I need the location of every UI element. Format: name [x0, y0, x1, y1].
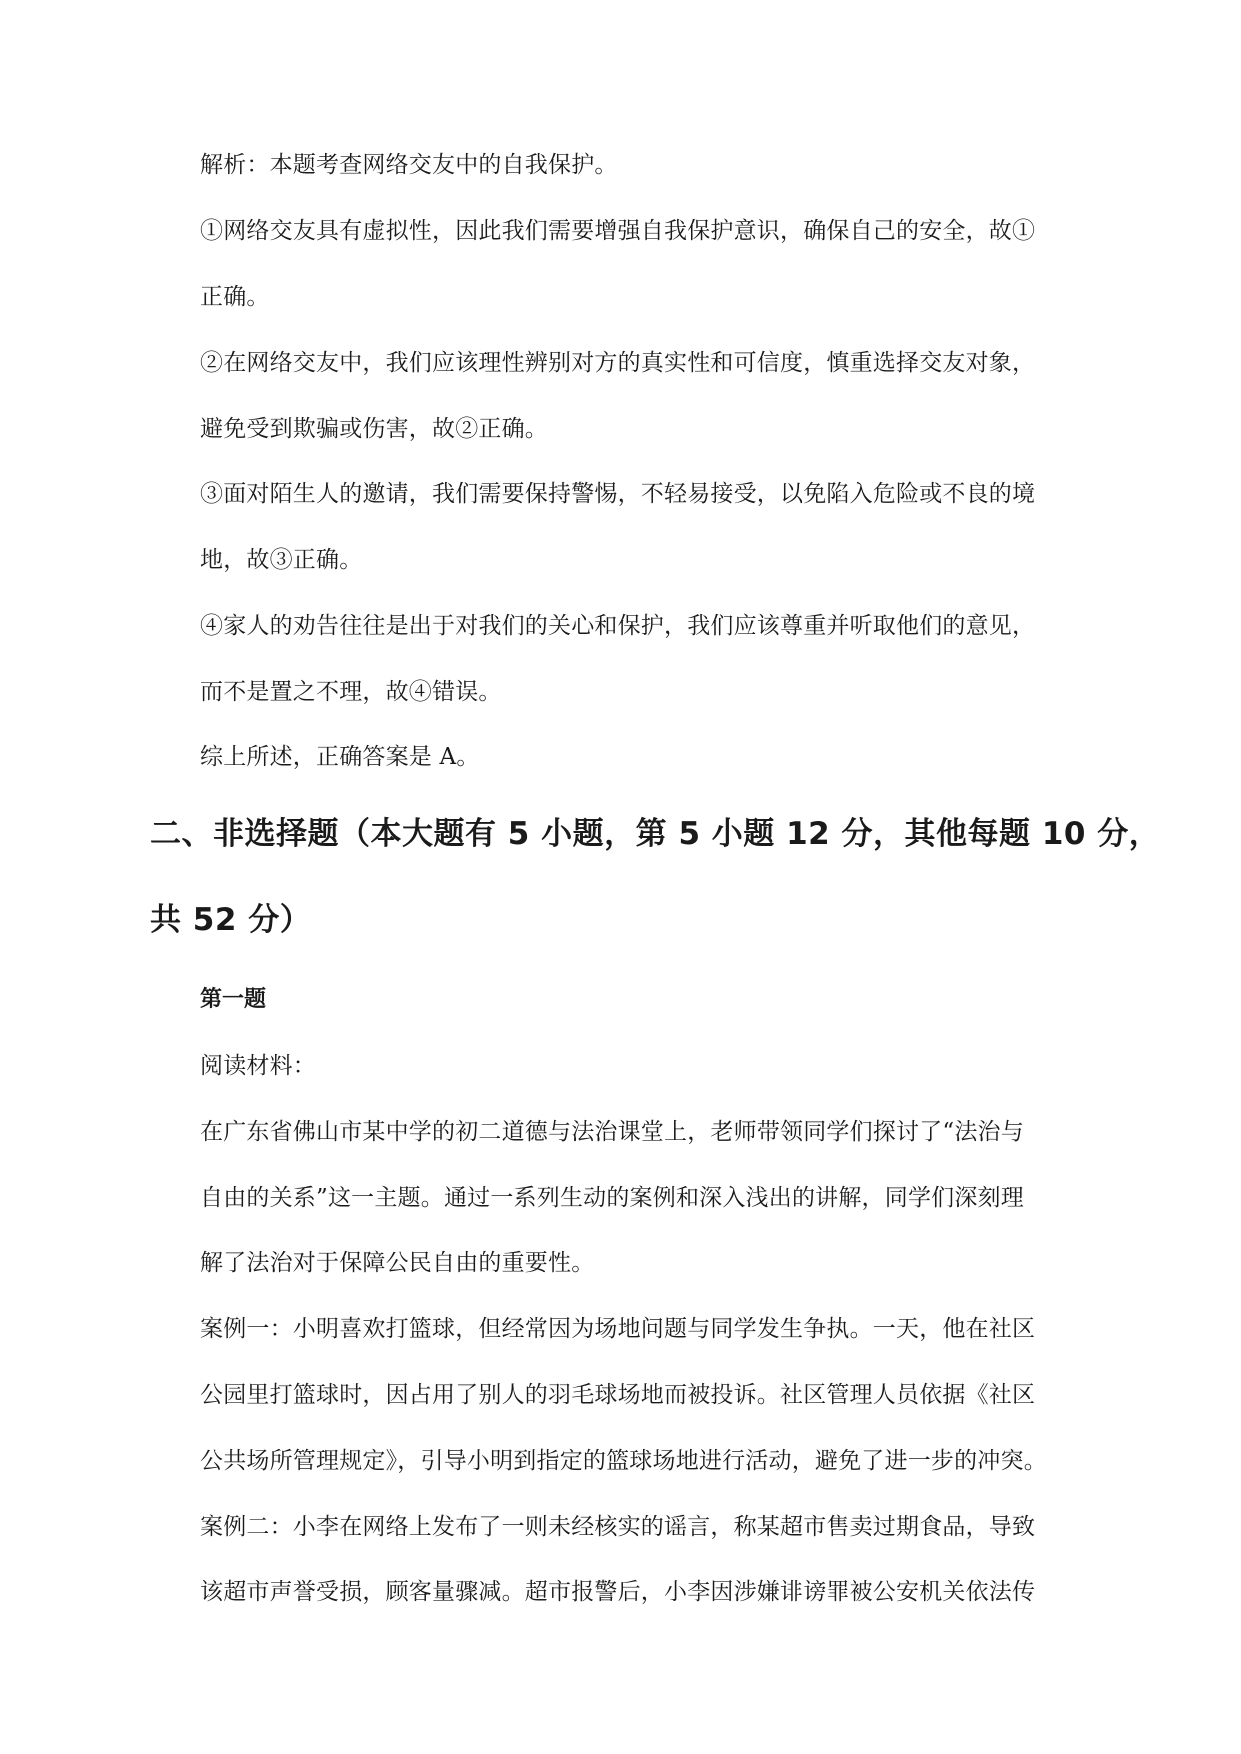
question-line: 解了法治对于保障公民自由的重要性。 [200, 1250, 595, 1276]
question-line: 公共场所管理规定》，引导小明到指定的篮球场地进行活动，避免了进一步的冲突。 [200, 1448, 1047, 1474]
analysis-line: 解析：本题考查网络交友中的自我保护。 [200, 152, 618, 178]
analysis-line: ③面对陌生人的邀请，我们需要保持警惕，不轻易接受，以免陷入危险或不良的境 [200, 481, 1036, 507]
analysis-line: 地，故③正确。 [200, 547, 363, 573]
analysis-line: ①网络交友具有虚拟性，因此我们需要增强自我保护意识，确保自己的安全，故① [200, 218, 1036, 244]
question-line: 案例二：小李在网络上发布了一则未经核实的谣言，称某超市售卖过期食品，导致 [200, 1514, 1036, 1540]
analysis-line: ②在网络交友中，我们应该理性辨别对方的真实性和可信度，慎重选择交友对象， [200, 350, 1036, 376]
question-line: 自由的关系”这一主题。通过一系列生动的案例和深入浅出的讲解，同学们深刻理 [200, 1185, 1024, 1211]
question-line: 在广东省佛山市某中学的初二道德与法治课堂上，老师带领同学们探讨了“法治与 [200, 1119, 1024, 1145]
question-title: 第一题 [200, 987, 267, 1012]
question-line: 该超市声誉受损，顾客量骤减。超市报警后，小李因涉嫌诽谤罪被公安机关依法传 [200, 1579, 1036, 1605]
section-heading: 共 52 分） [150, 902, 312, 938]
analysis-line: 正确。 [200, 284, 270, 310]
question-line: 公园里打篮球时，因占用了别人的羽毛球场地而被投诉。社区管理人员依据《社区 [200, 1382, 1036, 1408]
analysis-line: 而不是置之不理，故④错误。 [200, 679, 502, 705]
question-line: 阅读材料： [200, 1053, 316, 1079]
analysis-line: ④家人的劝告往往是出于对我们的关心和保护，我们应该尊重并听取他们的意见， [200, 613, 1036, 639]
question-line: 案例一：小明喜欢打篮球，但经常因为场地问题与同学发生争执。一天，他在社区 [200, 1316, 1036, 1342]
analysis-line: 避免受到欺骗或伤害，故②正确。 [200, 416, 548, 442]
analysis-conclusion: 综上所述，正确答案是 A。 [200, 744, 480, 770]
section-heading: 二、非选择题（本大题有 5 小题，第 5 小题 12 分，其他每题 10 分， [150, 816, 1161, 852]
